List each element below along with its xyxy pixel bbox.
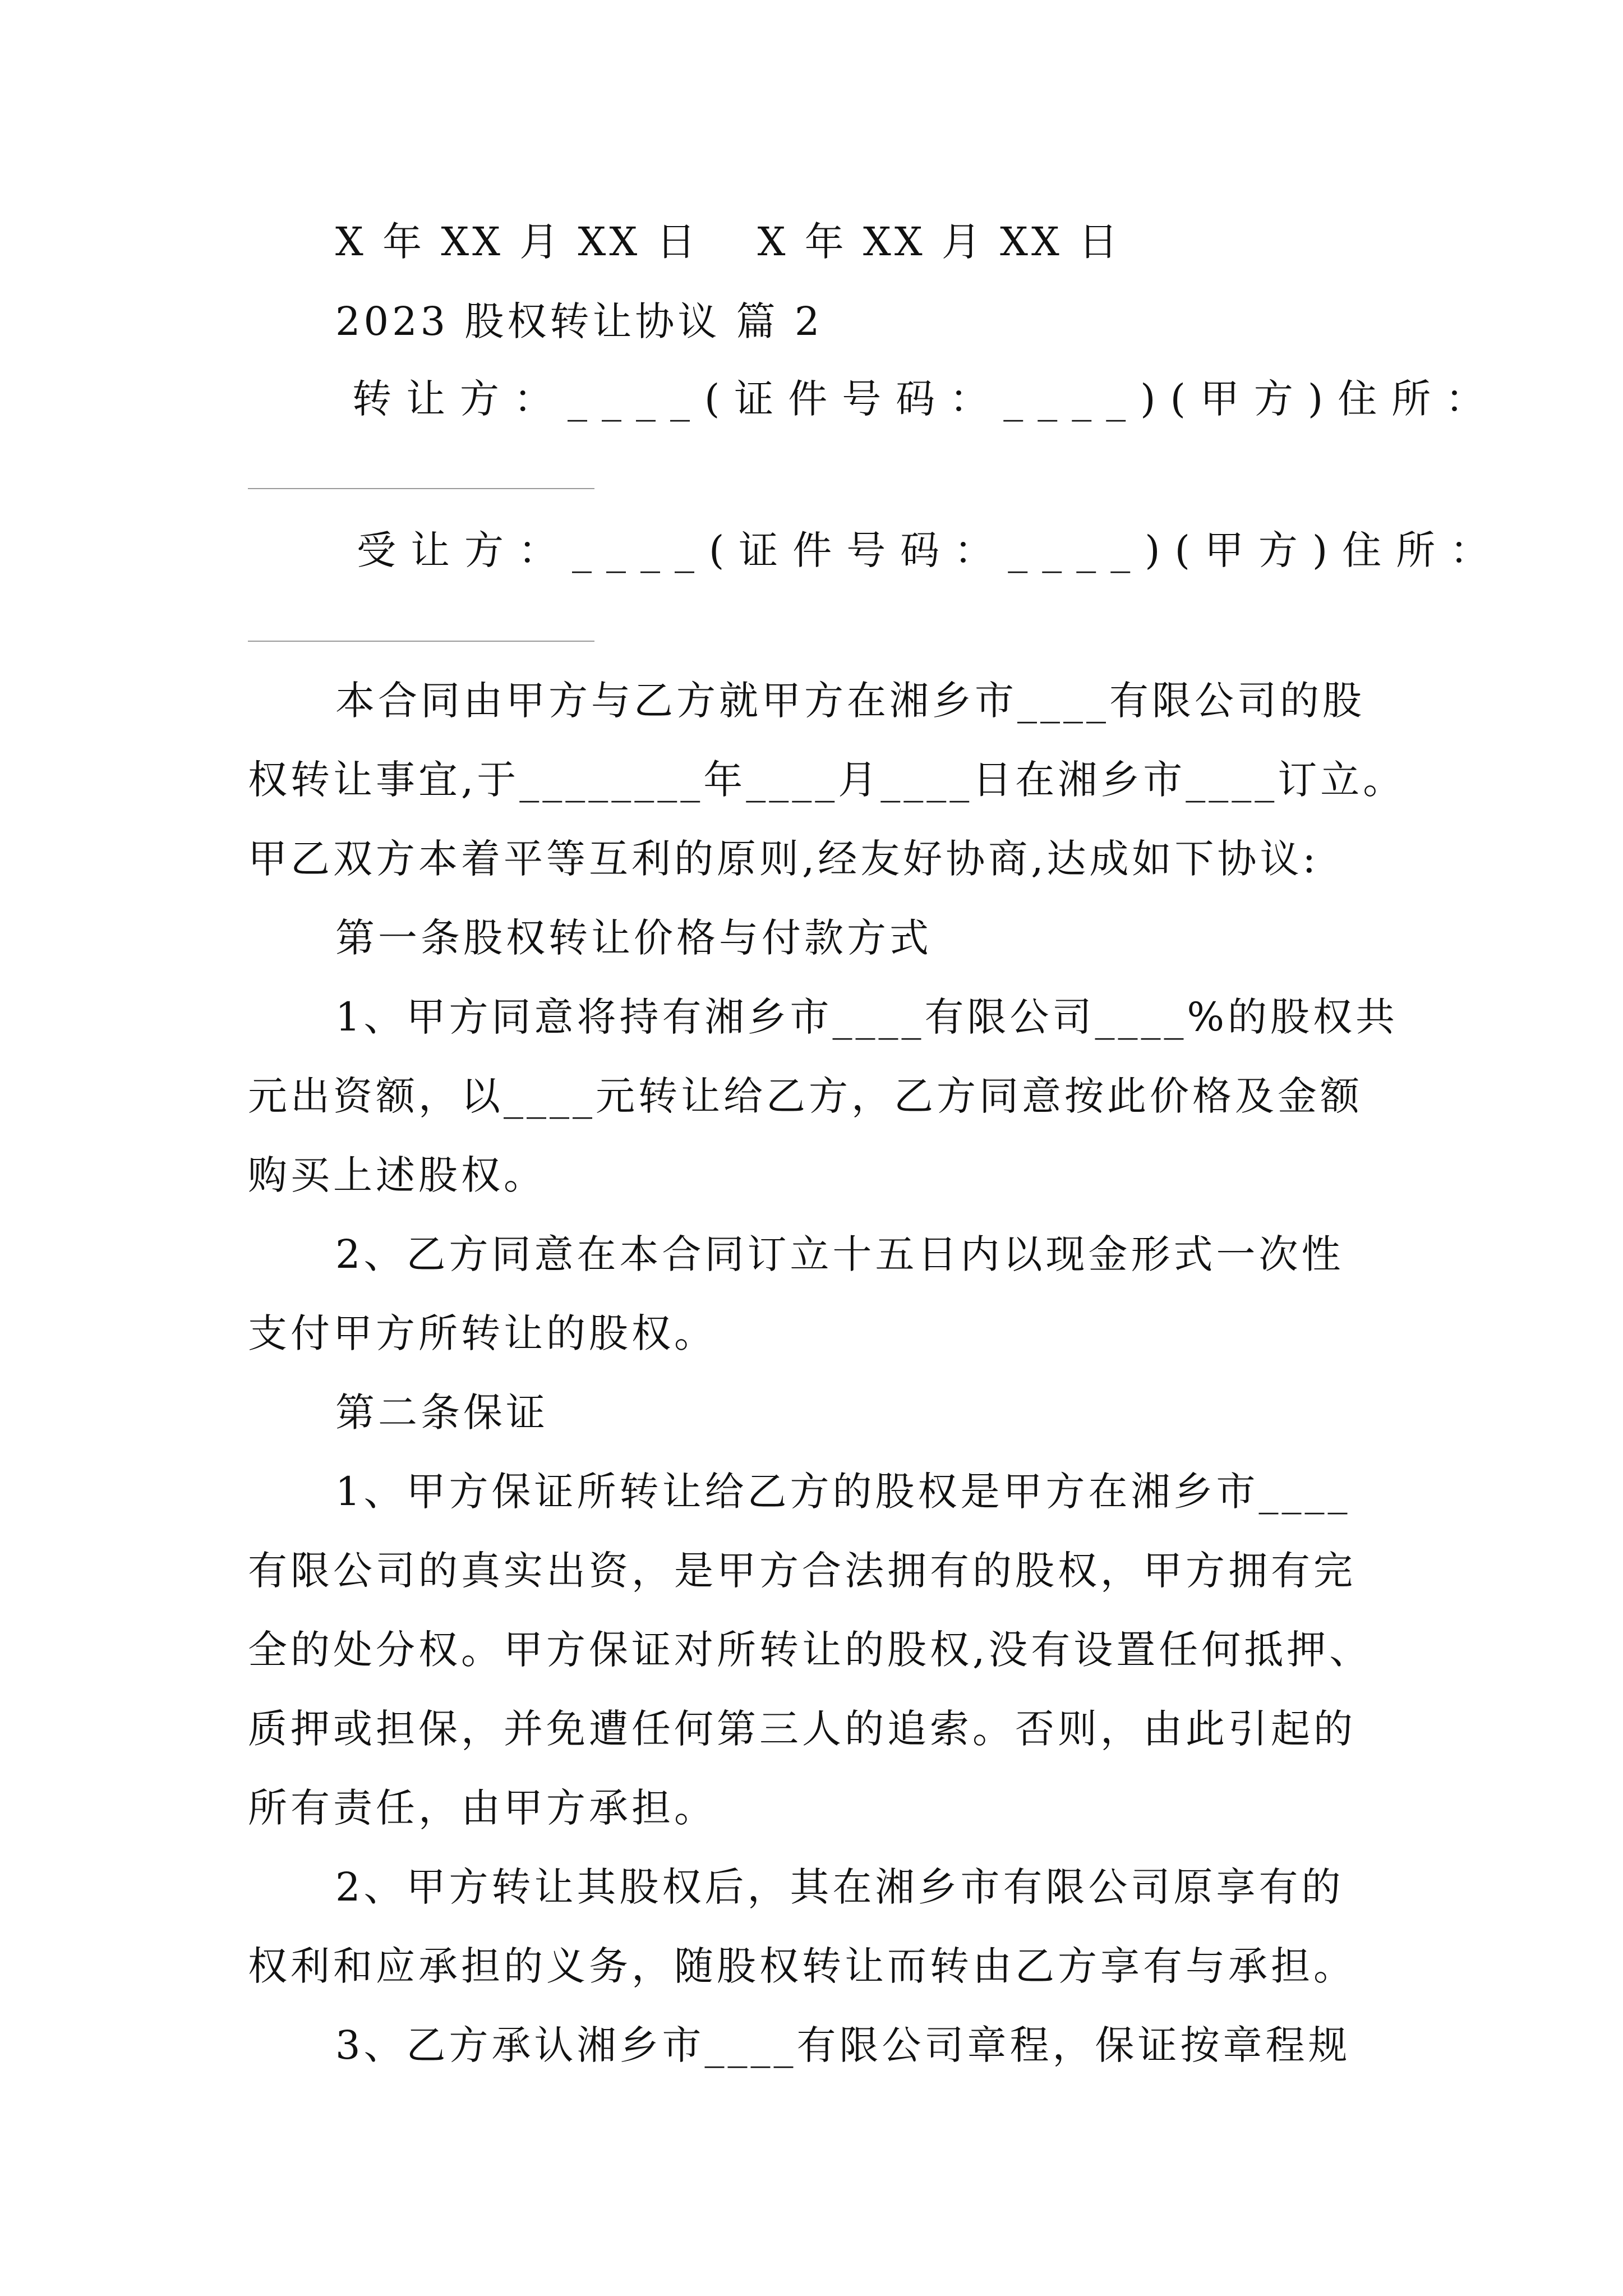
paragraph-line: 全的处分权。甲方保证对所转让的股权,没有设置任何抵押、: [248, 1627, 1372, 1673]
paragraph-line: 甲乙双方本着平等互利的原则,经友好协商,达成如下协议:: [248, 836, 1320, 882]
section-heading: 第二条保证: [335, 1389, 548, 1435]
paragraph-line: 元出资额，以____元转让给乙方，乙方同意按此价格及金额: [248, 1073, 1363, 1119]
paragraph-line: 权利和应承担的义务，随股权转让而转由乙方享有与承担。: [248, 1943, 1356, 1989]
paragraph-line: 权转让事宜,于________年____月____日在湘乡市____订立。: [248, 757, 1406, 803]
paragraph-line: 1、甲方保证所转让给乙方的股权是甲方在湘乡市____: [335, 1469, 1351, 1515]
paragraph-line: 购买上述股权。: [248, 1152, 546, 1198]
transferor-address-blank: [248, 488, 594, 489]
paragraph-line: 3、乙方承认湘乡市____有限公司章程，保证按章程规: [335, 2022, 1351, 2068]
transferee-line: 受让方：____(证件号码：____)(甲方)住所：: [357, 527, 1504, 573]
paragraph-line: 有限公司的真实出资，是甲方合法拥有的股权，甲方拥有完: [248, 1548, 1356, 1594]
document-title: 2023 股权转让协议 篇 2: [335, 298, 823, 344]
paragraph-line: 质押或担保，并免遭任何第三人的追索。否则，由此引起的: [248, 1706, 1356, 1752]
paragraph-line: 1、甲方同意将持有湘乡市____有限公司____%的股权共: [335, 994, 1399, 1040]
paragraph-line: 支付甲方所转让的股权。: [248, 1310, 717, 1356]
paragraph-line: 本合同由甲方与乙方就甲方在湘乡市____有限公司的股: [335, 678, 1365, 724]
paragraph-line: 所有责任，由甲方承担。: [248, 1785, 717, 1831]
paragraph-line: 2、乙方同意在本合同订立十五日内以现金形式一次性: [335, 1231, 1344, 1277]
section-heading: 第一条股权转让价格与付款方式: [335, 915, 932, 961]
paragraph-line: 2、甲方转让其股权后，其在湘乡市有限公司原享有的: [335, 1864, 1344, 1910]
transferee-address-blank: [248, 641, 594, 642]
date-line: X 年 XX 月 XX 日 X 年 XX 月 XX 日: [335, 219, 1122, 265]
transferor-line: 转让方：____(证件号码：____)(甲方)住所：: [352, 376, 1500, 422]
